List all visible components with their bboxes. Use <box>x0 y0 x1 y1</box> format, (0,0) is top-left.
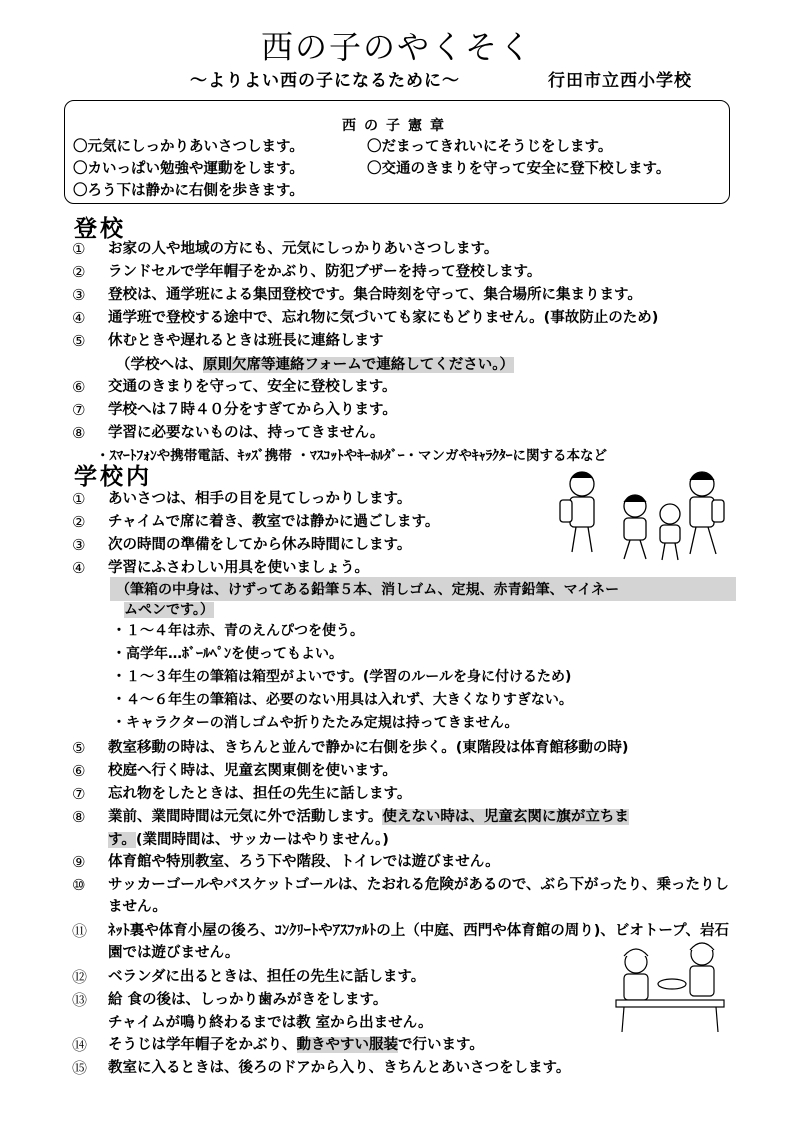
children-walking-illustration <box>540 464 738 564</box>
item-number: ① <box>72 240 86 258</box>
absence-note <box>116 353 514 374</box>
pencil-case-sub-item: ・１～３年生の筆箱は箱型がよいです。(学習のルールを身に付けるため) <box>112 669 572 685</box>
school-lunch-illustration <box>606 932 734 1036</box>
item-number: ⑫ <box>72 968 88 986</box>
pencil-case-note-cont: ムペンです。） <box>124 602 214 618</box>
item-number: ③ <box>72 286 86 304</box>
charter-item: 〇だまってきれいにそうじをします。 <box>367 139 613 155</box>
item-text <box>108 1034 484 1056</box>
item-text: 休むときや遅れるときは班長に連絡します <box>108 333 384 349</box>
item-number: ⑥ <box>72 762 86 780</box>
pencil-case-sub-item: ・キャラクターの消しゴムや折りたたみ定規は持ってきません。 <box>112 715 519 731</box>
item-number: ⑤ <box>72 332 86 350</box>
item-text: 通学班で登校する途中で、忘れ物に気づいても家にもどりません。(事故防止のため) <box>108 310 659 326</box>
item-number: ⑧ <box>72 424 86 442</box>
item-number: ⑥ <box>72 378 86 396</box>
charter-item: 〇カいっぱい勉強や運動をします。 <box>73 161 304 177</box>
pencil-case-sub-item: ・１～４年は赤、青のえんぴつを使う。 <box>112 623 364 639</box>
item-text: ベランダに出るときは、担任の先生に話します。 <box>108 969 426 985</box>
item-number: ⑮ <box>72 1059 88 1077</box>
item-text: お家の人や地域の方にも、元気にしっかりあいさつします。 <box>108 241 499 257</box>
pencil-case-note: （筆箱の中身は、けずってある鉛筆５本、消しゴム、定規、赤青鉛筆、マイネー <box>110 577 736 601</box>
prohibited-items-note: ・ｽﾏｰﾄﾌｫﾝや携帯電話、ｷｯｽﾞ携帯 ・ﾏｽｺｯﾄやｷｰﾎﾙﾀﾞｰ・マンガやｷｬﾗｸﾀｰに関する本など <box>96 448 607 464</box>
lunch-note-text: チャイムが鳴り終わるまでは教 室から出ません。 <box>108 1015 433 1031</box>
page-subtitle: 〜よりよい西の子になるために〜 <box>190 71 460 91</box>
item-text: 給 食の後は、しっかり歯みがきをします。 <box>108 992 388 1008</box>
item-number: ⑬ <box>72 991 88 1009</box>
item-text: 次の時間の準備をしてから休み時間にします。 <box>108 537 412 553</box>
item-number: ⑦ <box>72 785 86 803</box>
pencil-case-sub-item: ・４～６年生の筆箱は、必要のない用具は入れず、大きくなりすぎない。 <box>112 692 573 708</box>
item-text-highlight: 動きやすい服装 <box>296 1037 398 1053</box>
item-text-post: で行います。 <box>398 1037 484 1053</box>
item-text: ﾈｯﾄ裏や体育小屋の後ろ、ｺﾝｸﾘｰﾄやｱｽﾌｧﾙﾄの上（中庭、西門や体育館の周り)、ビオトープ、岩石園では遊びません。 <box>108 923 729 961</box>
item-number: ⑭ <box>72 1036 88 1054</box>
charter-title: 西の子憲章 <box>342 118 452 134</box>
item-text: サッカーゴールやバスケットゴールは、たおれる危険があるので、ぶら下がったり、乗ったりしません。 <box>108 877 730 915</box>
item-number: ④ <box>72 559 86 577</box>
list-item <box>72 874 744 918</box>
item-text: 登校は、通学班による集団登校です。集合時刻を守って、集合場所に集まります。 <box>108 287 642 303</box>
item-text: 学習にふさわしい用具を使いましょう。 <box>108 560 369 576</box>
item-number: ⑤ <box>72 739 86 757</box>
item-continuation <box>108 828 389 849</box>
pencil-case-sub-item: ・高学年…ﾎﾞｰﾙﾍﾟﾝを使ってもよい。 <box>112 646 343 662</box>
item-number: ② <box>72 513 86 531</box>
item-text <box>108 806 629 828</box>
item-number: ⑧ <box>72 808 86 826</box>
section-heading-school: 学校内 <box>74 463 152 490</box>
charter-box <box>64 100 730 204</box>
lunch-note <box>108 1011 432 1032</box>
item-text: 教室に入るときは、後ろのドアから入り、きちんとあいさつをします。 <box>108 1060 571 1076</box>
item-text: 校庭へ行く時は、児童玄関東側を使います。 <box>108 763 397 779</box>
item-text-pre: そうじは学年帽子をかぶり、 <box>108 1037 297 1053</box>
item-number: ③ <box>72 536 86 554</box>
charter-item: 〇交通のきまりを守って安全に登下校します。 <box>367 161 671 177</box>
item-text: 学校へは７時４０分をすぎてから入ります。 <box>108 402 397 418</box>
page-title: 西の子のやくそく <box>260 28 533 66</box>
item-text-pre: 業前、業間時間は元気に外で活動します。 <box>108 809 383 825</box>
item-text: 教室移動の時は、きちんと並んで静かに右側を歩く。(東階段は体育館移動の時) <box>108 740 629 756</box>
item-text: 忘れ物をしたときは、担任の先生に話します。 <box>108 786 412 802</box>
item-text: 体育館や特別教室、ろう下や階段、トイレでは遊びません。 <box>108 854 500 870</box>
item-number: ⑪ <box>72 922 88 940</box>
item-text-rest: (業間時間は、サッカーはやりません。) <box>135 832 389 848</box>
item-text-highlight: 使えない時は、児童玄関に旗が立ちま <box>382 809 629 825</box>
item-number: ⑩ <box>72 876 86 894</box>
item-number: ⑦ <box>72 401 86 419</box>
charter-item: 〇元気にしっかりあいさつします。 <box>73 139 304 155</box>
item-text: ランドセルで学年帽子をかぶり、防犯ブザーを持って登校します。 <box>108 264 542 280</box>
absence-note-highlight: 原則欠席等連絡フォームで連絡してください。） <box>203 357 515 373</box>
item-text: 学習に必要ないものは、持ってきません。 <box>108 425 385 441</box>
item-text: 交通のきまりを守って、安全に登校します。 <box>108 379 397 395</box>
item-number: ① <box>72 490 86 508</box>
item-text: あいさつは、相手の目を見てしっかりします。 <box>108 491 412 507</box>
charter-item: 〇ろう下は静かに右側を歩きます。 <box>73 183 304 199</box>
item-number: ⑨ <box>72 853 86 871</box>
item-text: チャイムで席に着き、教室では静かに過ごします。 <box>108 514 440 530</box>
item-number: ② <box>72 263 86 281</box>
item-number: ④ <box>72 309 86 327</box>
school-name: 行田市立西小学校 <box>548 71 692 91</box>
absence-note-pre: （学校へは、 <box>116 357 203 373</box>
item-text-highlight: す。 <box>108 832 136 848</box>
section-heading-commute: 登校 <box>74 215 126 242</box>
